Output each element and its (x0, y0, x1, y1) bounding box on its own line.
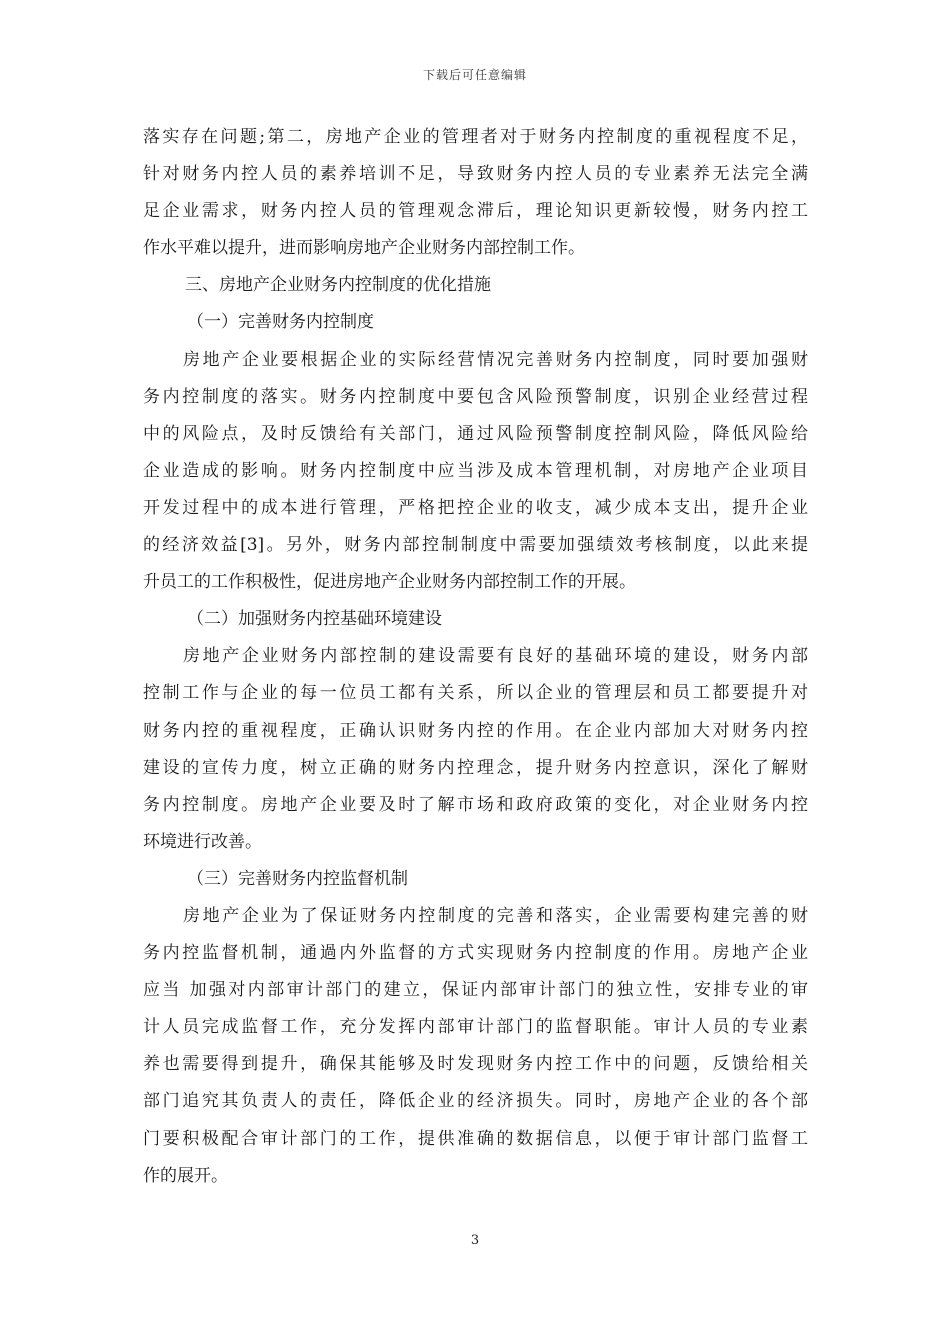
paragraph-line: 部门追究其负责人的责任，降低企业的经济损失。同时，房地产企业的各个部 (143, 1091, 808, 1112)
paragraph-line: 作的展开。 (143, 1165, 228, 1186)
paragraph-line: 作水平难以提升，进而影响房地产企业财务内部控制工作。 (143, 238, 585, 259)
header-note: 下载后可任意编辑 (422, 68, 527, 82)
paragraph-line: 养也需要得到提升，确保其能够及时发现财务内控工作中的问题，反馈给相关 (143, 1054, 808, 1075)
paragraph-line: 计人员完成监督工作，充分发挥内部审计部门的监督职能。审计人员的专业素 (143, 1017, 808, 1038)
paragraph-line: 应当 加强对内部审计部门的建立，保证内部审计部门的独立性，安排专业的审 (143, 980, 808, 1001)
paragraph-line: 环境进行改善。 (143, 831, 262, 852)
paragraph-line: 务内控制度的落实。财务内控制度中要包含风险预警制度，识别企业经营过程 (143, 386, 808, 407)
paragraph-line: 落实存在问题;第二，房地产企业的管理者对于财务内控制度的重视程度不足， (143, 127, 808, 147)
paragraph-line: 门要积极配合审计部门的工作，提供准确的数据信息，以便于审计部门监督工 (143, 1128, 808, 1149)
paragraph-line: 财务内控的重视程度，正确认识财务内控的作用。在企业内部加大对财务内控 (143, 720, 808, 741)
paragraph-line: 足企业需求，财务内控人员的管理观念滞后，理论知识更新较慢，财务内控工 (143, 201, 808, 222)
subsection-heading: （二）加强财务内控基础环境建设 (187, 609, 442, 630)
paragraph-line: 控制工作与企业的每一位员工都有关系，所以企业的管理层和员工都要提升对 (143, 683, 808, 704)
paragraph-line: 企业造成的影响。财务内控制度中应当涉及成本管理机制，对房地产企业项目 (143, 460, 808, 481)
paragraph-line: 的经济效益[3]。另外，财务内部控制制度中需要加强绩效考核制度，以此来提 (143, 535, 808, 556)
paragraph-line: 务内控制度。房地产企业要及时了解市场和政府政策的变化，对企业财务内控 (143, 794, 808, 815)
paragraph-line: 务内控监督机制，通過内外监督的方式实现财务内控制度的作用。房地产企业 (143, 943, 808, 964)
document-body (143, 119, 808, 1195)
paragraph-line: 房地产企业为了保证财务内控制度的完善和落实，企业需要构建完善的财 (183, 905, 808, 926)
paragraph-line: 房地产企业要根据企业的实际经营情况完善财务内控制度，同时要加强财 (183, 349, 808, 370)
page-number: 3 (470, 1233, 480, 1248)
paragraph-line: 升员工的工作积极性，促进房地产企业财务内部控制工作的开展。 (143, 572, 636, 593)
subsection-heading: （三）完善财务内控监督机制 (187, 868, 408, 889)
paragraph-line: 房地产企业财务内部控制的建设需要有良好的基础环境的建设，财务内部 (183, 646, 808, 667)
paragraph-line: 开发过程中的成本进行管理，严格把控企业的收支，减少成本支出，提升企业 (143, 497, 808, 518)
paragraph-line: 建设的宣传力度，树立正确的财务内控理念，提升财务内控意识，深化了解财 (143, 757, 808, 778)
subsection-heading: （一）完善财务内控制度 (187, 312, 374, 333)
paragraph-line: 中的风险点，及时反馈给有关部门，通过风险预警制度控制风险，降低风险给 (143, 423, 808, 444)
section-heading: 三、房地产企业财务内控制度的优化措施 (185, 275, 491, 296)
paragraph-line: 针对财务内控人员的素养培训不足，导致财务内控人员的专业素养无法完全满 (143, 164, 808, 185)
